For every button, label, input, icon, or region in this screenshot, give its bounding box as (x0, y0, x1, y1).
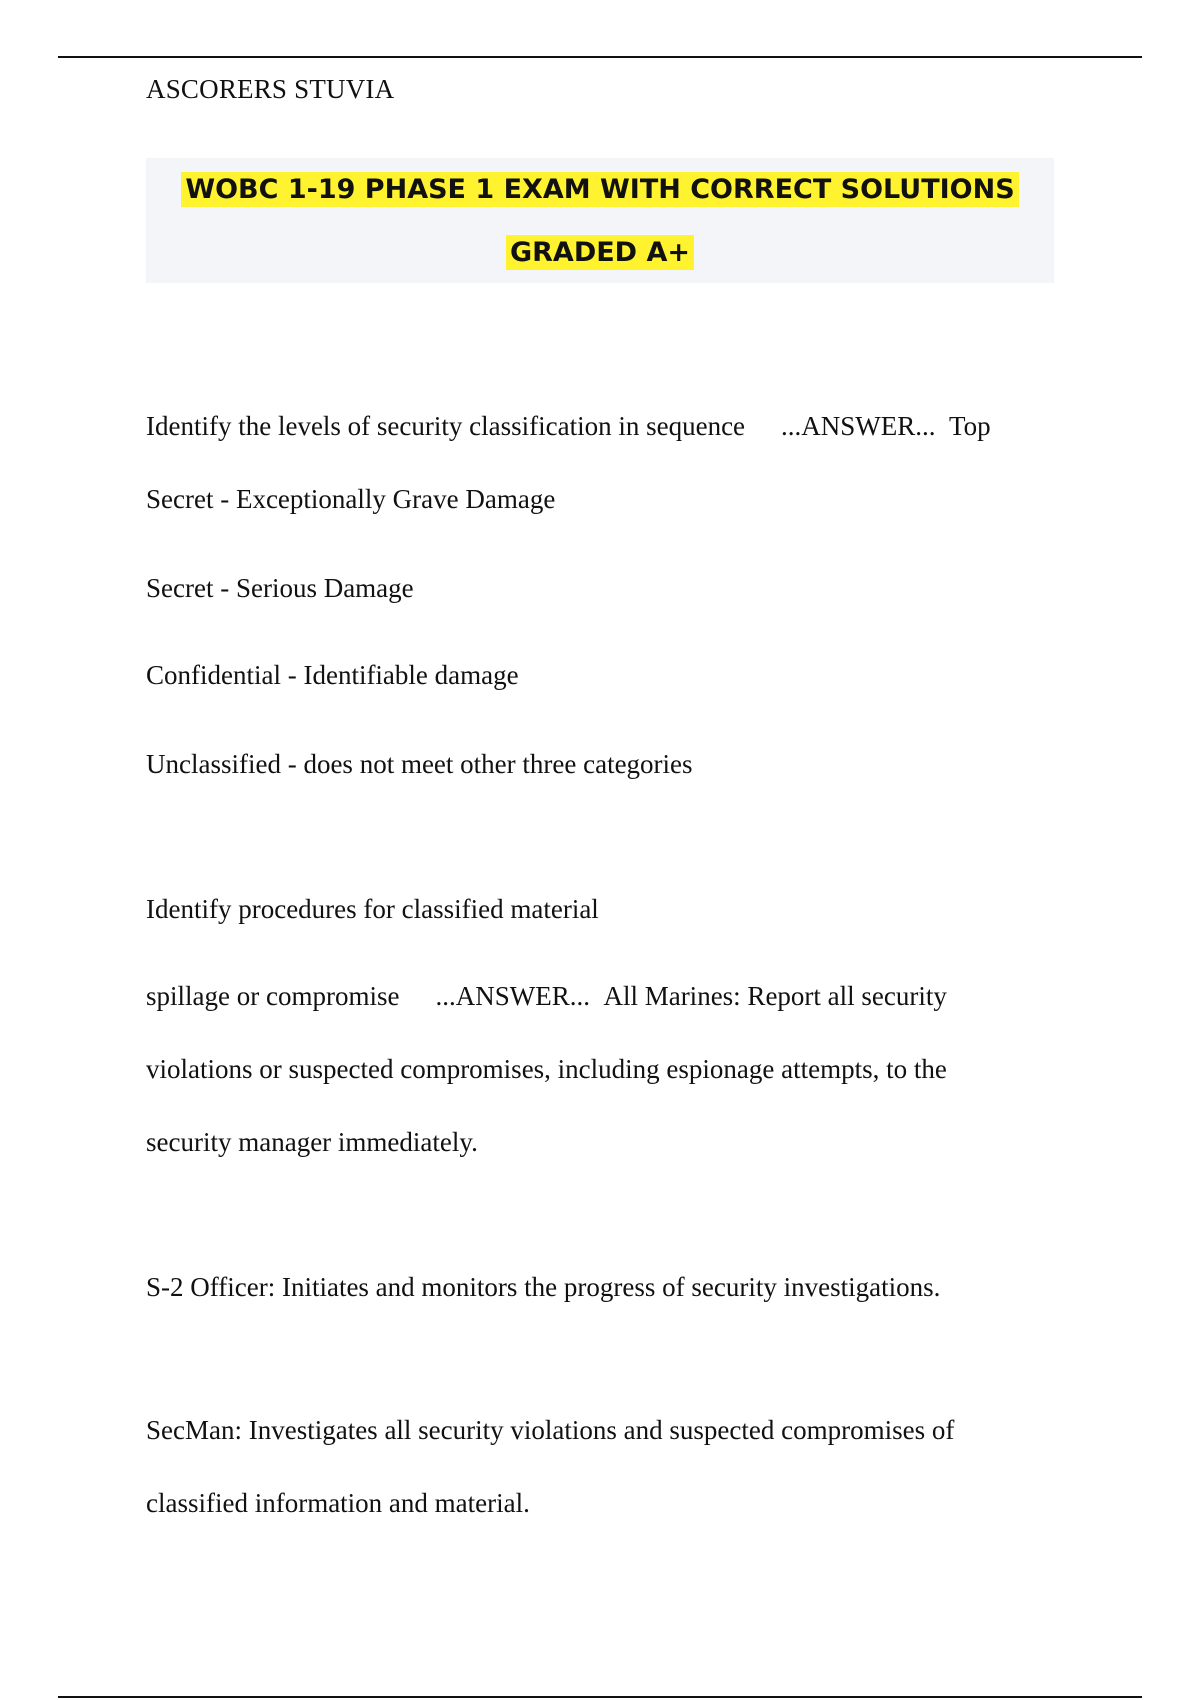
title-highlight-2: GRADED A+ (506, 235, 694, 270)
q1-answer-line-3: Secret - Serious Damage (146, 573, 414, 603)
top-rule (58, 56, 1142, 58)
q2-answer-line-3: violations or suspected compromises, including espionage attempts, to the (146, 1054, 947, 1084)
q1-answer-marker: ...ANSWER... (781, 411, 936, 441)
q1-answer-line-5: Unclassified - does not meet other three categories (146, 749, 693, 779)
document-title-box (146, 158, 1054, 283)
q1-answer-line-4: Confidential - Identifiable damage (146, 660, 519, 690)
q2-question-continued: spillage or compromise (146, 981, 400, 1011)
q2-question-line-1: Identify procedures for classified material (146, 894, 599, 924)
q1-answer-line-2: Secret - Exceptionally Grave Damage (146, 484, 556, 514)
q2-answer-line-4: security manager immediately. (146, 1127, 478, 1157)
bottom-rule (58, 1696, 1142, 1698)
q2-answer-line-6: SecMan: Investigates all security violations and suspected compromises of (146, 1415, 955, 1445)
q1-question-line (146, 411, 1066, 442)
q2-question-line-2 (146, 981, 1066, 1012)
q2-answer-line-5: S-2 Officer: Initiates and monitors the progress of security investigations. (146, 1272, 941, 1302)
q1-question: Identify the levels of security classification in sequence (146, 411, 746, 441)
q2-answer-line-7: classified information and material. (146, 1488, 530, 1518)
title-line-1 (146, 158, 1054, 221)
q2-answer-marker: ...ANSWER... (435, 981, 590, 1011)
q2-answer-start: All Marines: Report all security (603, 981, 947, 1011)
title-highlight-1: WOBC 1-19 PHASE 1 EXAM WITH CORRECT SOLUTIONS (181, 172, 1018, 207)
header-site-label: ASCORERS STUVIA (146, 74, 395, 104)
q1-answer-start: Top (949, 411, 991, 441)
title-line-2 (146, 221, 1054, 284)
